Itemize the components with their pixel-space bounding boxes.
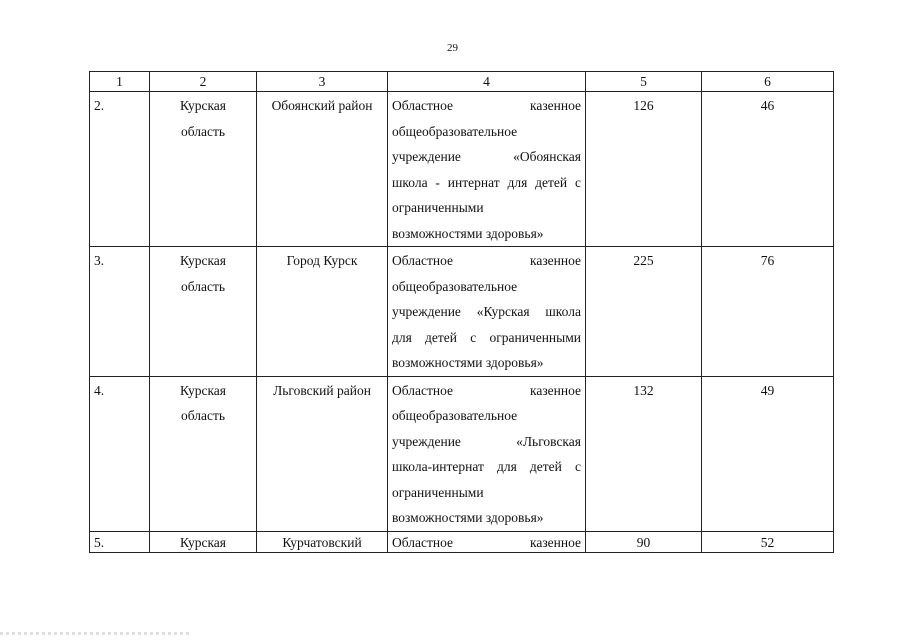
cell-text: Областное казенное [392,98,581,113]
cell-text: область [180,278,226,294]
cell-text: область [180,408,226,423]
cell-text: учреждение «Обоянская [392,149,581,164]
table-row [90,376,834,531]
count-cell-5 [586,376,702,531]
cell-text: 52 [760,534,775,550]
count-cell-6 [702,92,834,247]
header-cell: 1 [90,72,150,92]
cell-text: школа - интернат для детей с [392,174,581,190]
institution-cell [388,247,586,377]
header-cell: 2 [150,72,257,92]
cell-text: Льговский район [273,382,371,398]
cell-text: 90 [636,534,651,550]
cell-text: 76 [760,253,775,268]
cell-text: Областное казенное [392,534,581,550]
cell-text: Курская [179,253,227,268]
header-cell: 6 [702,72,834,92]
count-cell-5 [586,531,702,552]
header-cell: 5 [586,72,702,92]
region-cell [150,531,257,552]
count-cell-6 [702,376,834,531]
row-number-cell [90,376,150,531]
row-number-cell [90,92,150,247]
district-cell [257,92,388,247]
table-row [90,92,834,247]
cell-text: Курская [179,534,227,550]
cell-text: 3. [94,253,105,268]
cell-text: общеобразовательное [392,278,518,294]
cell-text: возможностями здоровья» [392,355,544,370]
row-number-cell [90,247,150,377]
cell-text: Курчатовский [282,534,362,550]
cell-text: 2. [94,98,105,113]
table-body [90,92,834,553]
page-number: 29 [447,42,458,54]
count-cell-5 [586,92,702,247]
count-cell-6 [702,531,834,552]
cell-text: 5. [94,534,105,550]
cell-text: 225 [633,253,654,268]
cell-text: ограниченными [392,200,484,215]
district-cell [257,531,388,552]
institution-cell [388,531,586,552]
count-cell-6 [702,247,834,377]
cell-text: область [180,123,226,139]
cell-text: для детей с ограниченными [392,329,581,345]
cell-text: 4. [94,382,105,398]
data-table [89,71,834,553]
header-cell: 4 [388,72,586,92]
district-cell [257,247,388,377]
district-cell [257,376,388,531]
cell-text: Обоянский район [271,98,373,113]
header-cell: 3 [257,72,388,92]
cell-text: 49 [760,382,775,398]
row-number-cell [90,531,150,552]
cell-text: ограниченными [392,484,484,500]
cell-text: школа-интернат для детей с [392,459,581,474]
scan-artifact [0,632,190,635]
cell-text: возможностями здоровья» [392,510,544,525]
cell-text: Областное казенное [392,253,581,268]
count-cell-5 [586,247,702,377]
cell-text: Областное казенное [392,382,581,398]
region-cell [150,92,257,247]
cell-text: возможностями здоровья» [392,225,544,241]
region-cell [150,247,257,377]
cell-text: общеобразовательное [392,123,518,139]
cell-text: учреждение «Курская школа [392,304,581,319]
cell-text: 46 [760,98,775,113]
cell-text: Курская [179,382,227,398]
institution-cell [388,92,586,247]
table-row [90,247,834,377]
cell-text: учреждение «Льговская [392,433,581,449]
table-header-row [90,72,834,92]
cell-text: Курская [179,98,227,113]
region-cell [150,376,257,531]
cell-text: 126 [633,98,654,113]
cell-text: общеобразовательное [392,408,518,423]
cell-text: Город Курск [286,253,358,268]
cell-text: 132 [633,382,654,398]
table-row [90,531,834,552]
institution-cell [388,376,586,531]
